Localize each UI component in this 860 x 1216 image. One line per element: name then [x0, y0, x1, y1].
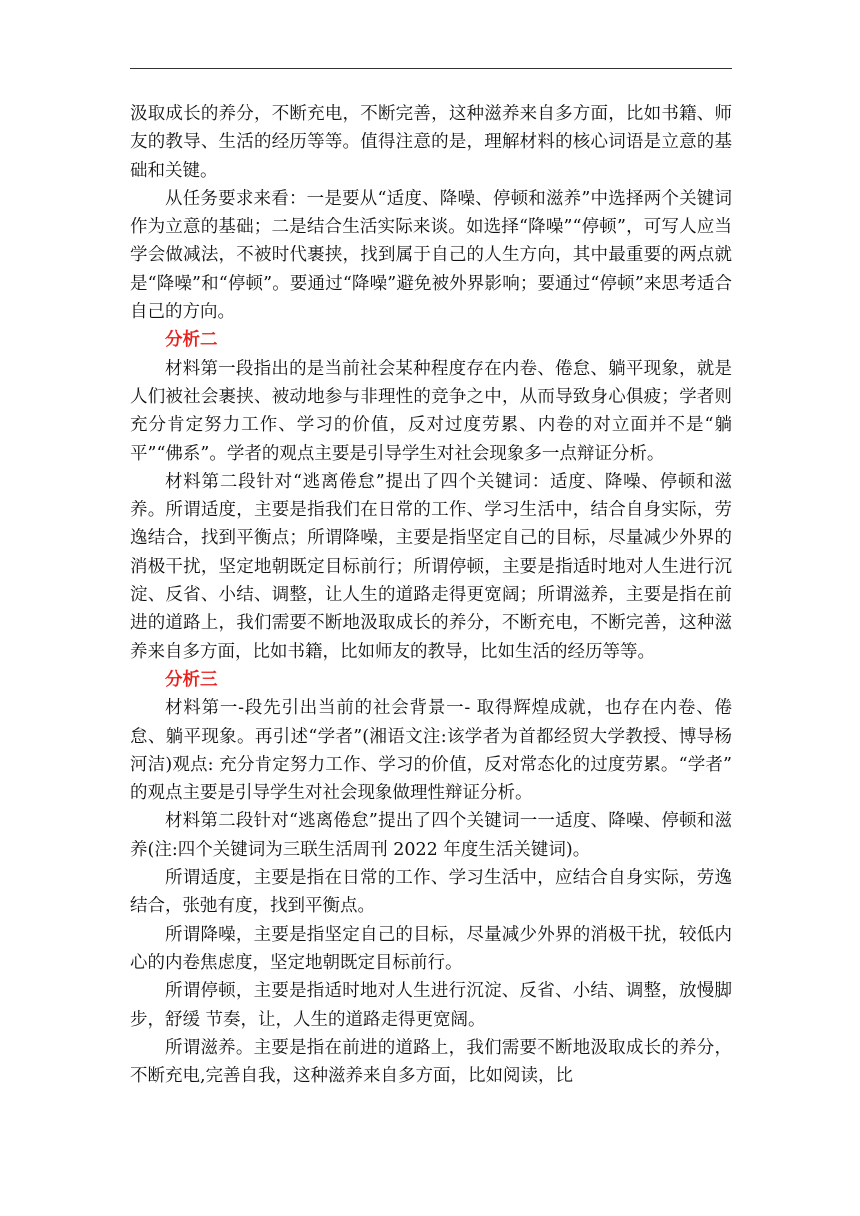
paragraph-analysis-2-second: 材料第二段针对“逃离倦怠”提出了四个关键词：适度、降噪、停顿和滋养。所谓适度，主要是指我们在日常的工作、学习生活中，结合自身实际，劳逸结合，找到平衡点；所谓降噪，主要是指坚定自己的目标，尽量减少外界的消极干扰，坚定地朝既定目标前行；所谓停顿，主要是指适时地对人生进行沉淀、反省、小结、调整，让人生的道路走得更宽阔；所谓滋养，主要是指在前进的道路上，我们需要不断地汲取成长的养分，不断充电，不断完善，这种滋养来自多方面，比如书籍，比如师友的教导，比如生活的经历等等。	[130, 471, 732, 662]
paragraph-analysis-3-first: 材料第一-段先引出当前的社会背景一- 取得辉煌成就，也存在内卷、倦怠、躺平现象。再引述“学者”(湘语文注:该学者为首都经贸大学教授、博导杨河洁)观点: 充分肯定努力工作、学习的价值，反对常态化的过度劳累。“学者” 的观点主要是引导学生对社会现象做理性辩证分析。	[130, 698, 732, 804]
paragraph-moderation: 所谓适度，主要是指在日常的工作、学习生活中，应结合自身实际，劳逸结合，张弛有度，找到平衡点。	[130, 868, 732, 917]
paragraph-nourishment: 所谓滋养。主要是指在前进的道路上，我们需要不断地汲取成长的养分，不断充电,完善自我，这种滋养来自多方面，比如阅读，比	[130, 1037, 732, 1087]
header-rule	[130, 68, 732, 69]
paragraph-task-requirements: 从任务要求来看：一是要从“适度、降噪、停顿和滋养”中选择两个关键词作为立意的基础；二是结合生活实际来谈。如选择“降噪”“停顿”，可写人应当学会做减法，不被时代裹挟，找到属于自己的人生方向，其中最重要的两点就是“降噪”和“停顿”。要通过“降噪”避免被外界影响；要通过“停顿”来思考适合自己的方向。	[130, 188, 732, 323]
document-body	[130, 100, 732, 1090]
section-heading-analysis-3: 分析三	[165, 669, 218, 690]
paragraph-analysis-2-first: 材料第一段指出的是当前社会某种程度存在内卷、倦怠、躺平现象，就是人们被社会裹挟、被动地参与非理性的竞争之中，从而导致身心俱疲；学者则充分肯定努力工作、学习的价值，反对过度劳累、内卷的对立面并不是“躺平”“佛系”。学者的观点主要是引导学生对社会现象多一点辩证分析。	[130, 358, 732, 464]
paragraph-noise-reduction: 所谓降噪，主要是指坚定自己的目标，尽量减少外界的消极干扰，较低内心的内卷焦虑度，坚定地朝既定目标前行。	[130, 924, 732, 973]
paragraph-continuation: 汲取成长的养分，不断充电，不断完善，这种滋养来自多方面，比如书籍、师友的教导、生活的经历等等。值得注意的是，理解材料的核心词语是立意的基础和关键。	[130, 104, 732, 181]
paragraph-pause: 所谓停顿，主要是指适时地对人生进行沉淀、反省、小结、调整，放慢脚步，舒缓 节奏，让，人生的道路走得更宽阔。	[130, 981, 732, 1030]
section-heading-analysis-2: 分析二	[165, 330, 218, 351]
paragraph-analysis-3-second: 材料第二段针对“逃离倦怠”提出了四个关键词一一适度、降噪、停顿和滋养(注:四个关键词为三联生活周刊 2022 年度生活关键词)。	[130, 811, 732, 860]
